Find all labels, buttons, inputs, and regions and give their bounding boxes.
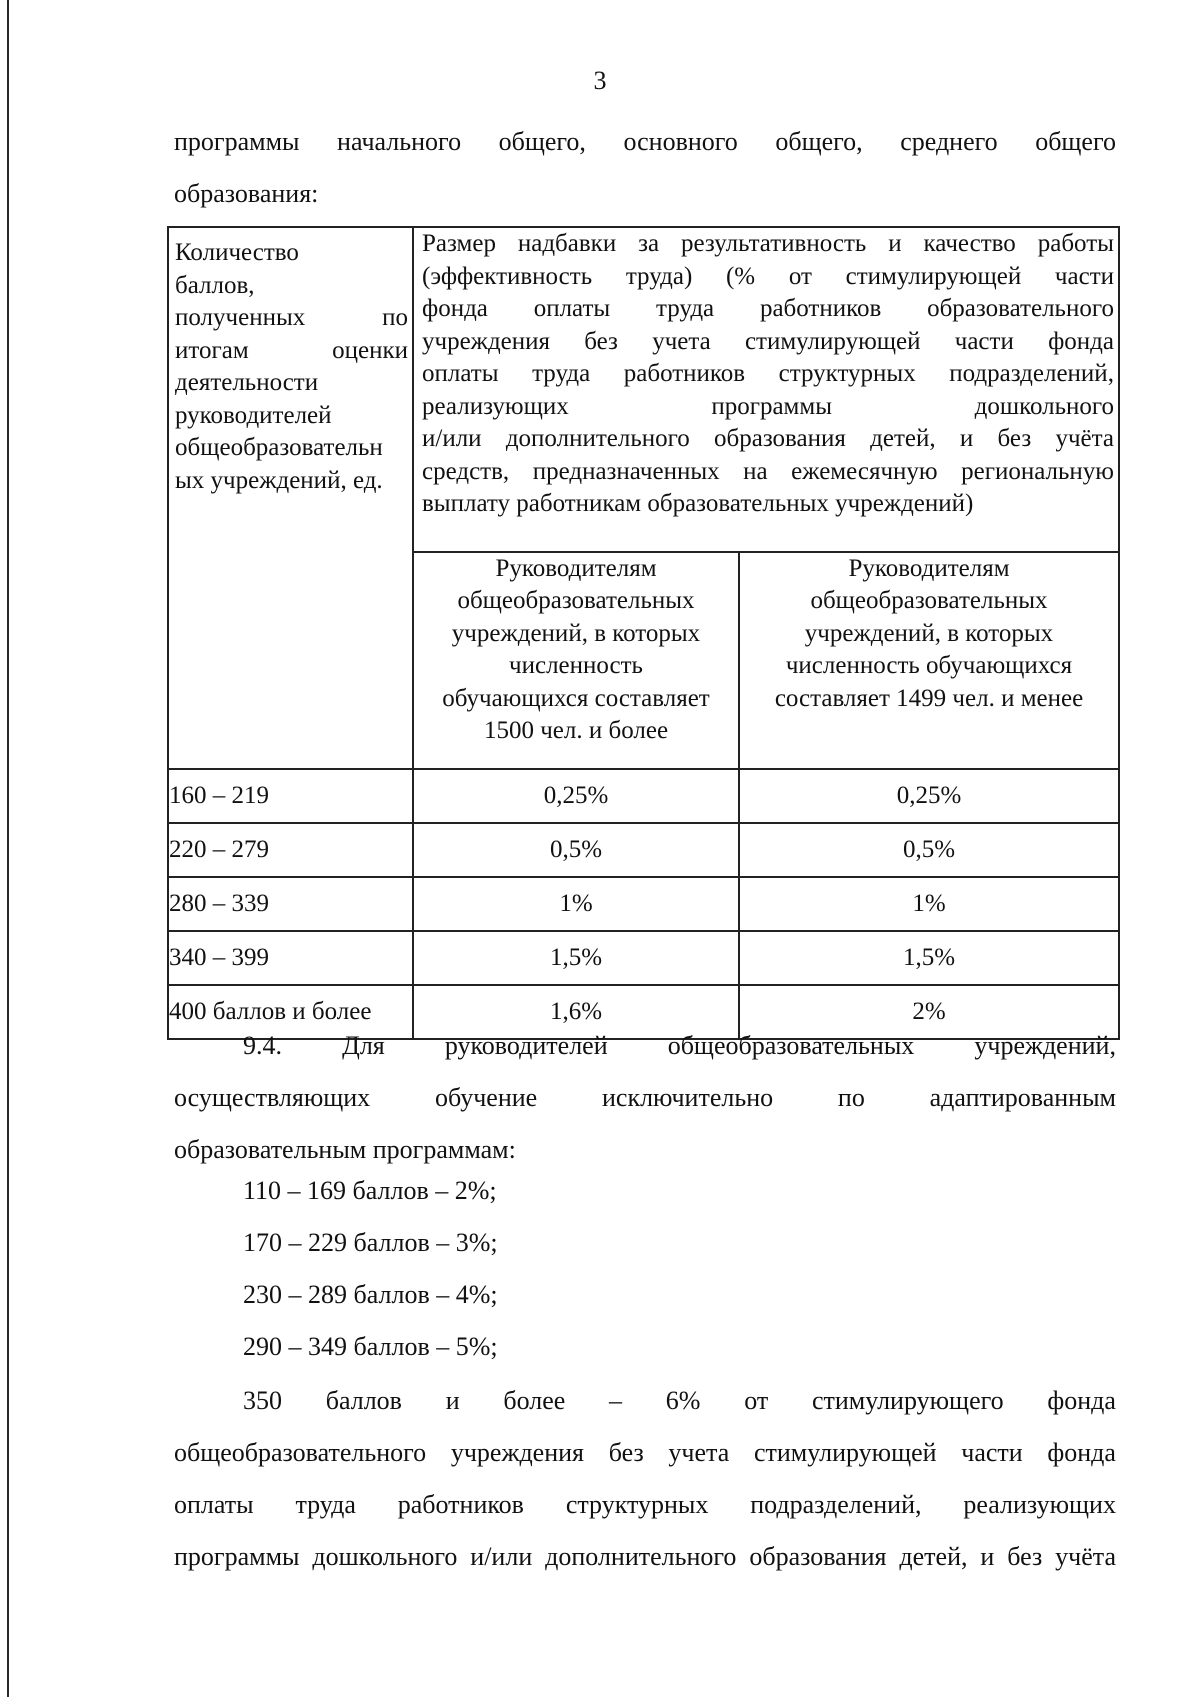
bonus-large-cell: 1% (413, 877, 739, 931)
section-9-4-line-3: образовательным программам: (174, 1135, 516, 1164)
final-paragraph (174, 1375, 1116, 1583)
table-row (168, 877, 1119, 931)
list-item: 170 – 229 баллов – 3%; (243, 1228, 498, 1257)
list-item: 230 – 289 баллов – 4%; (243, 1280, 498, 1309)
section-9-4-line-1: 9.4. Для руководителей общеобразовательных учреждений, (243, 1031, 1116, 1060)
bonus-small-cell: 0,5% (739, 823, 1119, 877)
table-row (168, 931, 1119, 985)
bonus-large-cell: 1,5% (413, 931, 739, 985)
bonus-small-cell: 1% (739, 877, 1119, 931)
score-range-cell: 400 баллов и более (168, 985, 413, 1039)
subheader-small-schools: Руководителям общеобразовательных учреждений, в которых численность обучающихся составляет 1499 чел. и менее (739, 552, 1119, 769)
bonus-table (167, 226, 1120, 1040)
intro-paragraph (174, 116, 1116, 220)
final-line-2: общеобразовательного учреждения без учета стимулирующей части фонда (174, 1438, 1116, 1467)
intro-line-1: программы начального общего, основного общего, среднего общего (174, 127, 1116, 156)
final-line-1: 350 баллов и более – 6% от стимулирующего фонда (243, 1386, 1116, 1415)
section-9-4-paragraph (174, 1020, 1116, 1176)
bonus-small-cell: 2% (739, 985, 1119, 1039)
subheader-large-schools: Руководителям общеобразовательных учреждений, в которых численность обучающихся составляет 1500 чел. и более (413, 552, 739, 769)
bonus-large-cell: 0,25% (413, 769, 739, 823)
header-score-column: Количество баллов, полученных по итогам оценки деятельности руководителей общеобразовательн ых учреждений, ед. (168, 227, 413, 769)
list-item: 290 – 349 баллов – 5%; (243, 1332, 498, 1361)
bonus-large-cell: 0,5% (413, 823, 739, 877)
scan-edge-line (7, 0, 9, 1697)
section-9-4-line-2: осуществляющих обучение исключительно по адаптированным (174, 1083, 1116, 1112)
list-item: 110 – 169 баллов – 2%; (243, 1176, 497, 1205)
bonus-small-cell: 1,5% (739, 931, 1119, 985)
final-line-4: программы дошкольного и/или дополнительного образования детей, и без учёта (174, 1542, 1116, 1571)
header-bonus-size: Размер надбавки за результативность и качество работы (эффективность труда) (% от стимулирующей части фонда оплаты труда работников образовательного учреждения без учета стимулирующей части фонда оплаты труда работников структурных подразделений, реализующих программы дошкольного и/или дополнительного образования детей, и без учёта средств, предназначенных на ежемесячную региональную выплату работникам образовательных учреждений) (413, 227, 1119, 552)
bonus-large-cell: 1,6% (413, 985, 739, 1039)
score-range-cell: 280 – 339 (168, 877, 413, 931)
final-line-3: оплаты труда работников структурных подразделений, реализующих (174, 1490, 1116, 1519)
intro-line-2: образования: (174, 179, 319, 208)
bonus-small-cell: 0,25% (739, 769, 1119, 823)
score-range-cell: 160 – 219 (168, 769, 413, 823)
score-range-cell: 340 – 399 (168, 931, 413, 985)
table-row (168, 769, 1119, 823)
table-row (168, 823, 1119, 877)
page-number: 3 (593, 66, 607, 95)
score-range-cell: 220 – 279 (168, 823, 413, 877)
